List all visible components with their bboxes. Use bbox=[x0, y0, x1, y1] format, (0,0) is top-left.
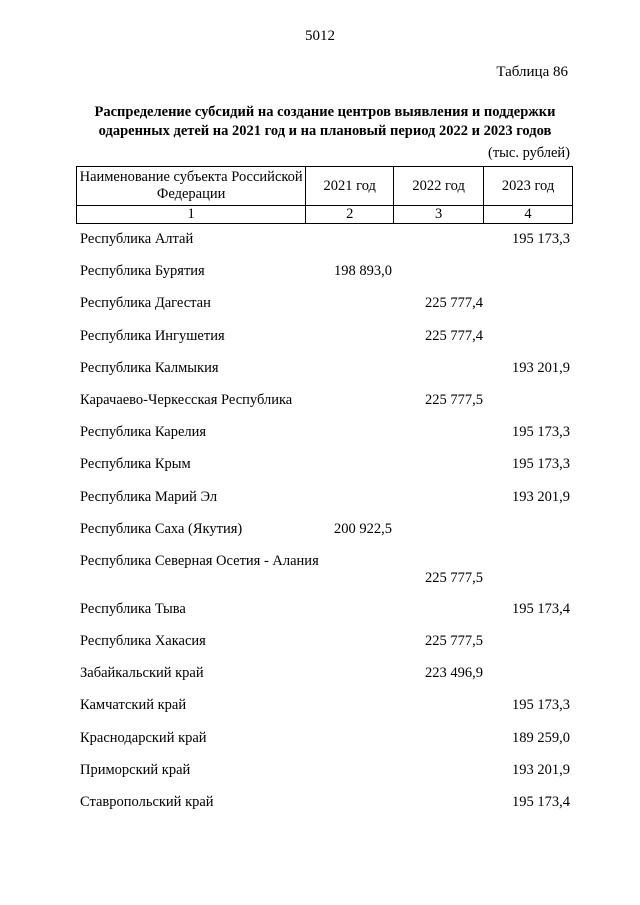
value-2022: 223 496,9 bbox=[425, 665, 483, 682]
value-2021: 198 893,0 bbox=[334, 263, 392, 280]
column-header-2022: 2022 год bbox=[394, 167, 484, 206]
table-title: Распределение субсидий на создание центров выявления и поддержки одаренных детей на 2021 год и на плановый период 2022 и 2023 годов bbox=[94, 104, 556, 139]
value-2023: 193 201,9 bbox=[512, 761, 570, 778]
table-row bbox=[0, 725, 640, 757]
region-name: Республика Северная Осетия - Алания bbox=[80, 552, 319, 569]
region-name: Республика Алтай bbox=[80, 231, 194, 247]
table-row bbox=[0, 516, 640, 548]
table-row bbox=[0, 548, 640, 596]
region-name: Республика Тыва bbox=[80, 600, 186, 617]
value-2023: 193 201,9 bbox=[512, 488, 570, 505]
table-row bbox=[0, 419, 640, 451]
value-2023: 195 173,4 bbox=[512, 794, 570, 810]
table-row bbox=[0, 628, 640, 660]
table-row bbox=[0, 323, 640, 355]
column-number-3: 3 bbox=[394, 206, 484, 224]
region-name: Республика Дагестан bbox=[80, 295, 211, 312]
region-name: Республика Марий Эл bbox=[80, 488, 218, 505]
value-2023: 195 173,3 bbox=[512, 456, 570, 473]
table-row bbox=[0, 355, 640, 387]
page-number: 5012 bbox=[305, 28, 335, 44]
value-2022: 225 777,5 bbox=[425, 633, 483, 650]
column-number-1: 1 bbox=[77, 206, 306, 224]
table-body bbox=[0, 226, 640, 821]
table-row bbox=[0, 484, 640, 516]
table-number: Таблица 86 bbox=[496, 64, 568, 80]
value-2022: 225 777,5 bbox=[425, 569, 483, 586]
table-row bbox=[0, 451, 640, 483]
region-name: Приморский край bbox=[80, 761, 191, 778]
table-row bbox=[0, 660, 640, 692]
column-number-4: 4 bbox=[484, 206, 573, 224]
region-name: Забайкальский край bbox=[80, 665, 204, 682]
table-header bbox=[76, 166, 573, 224]
region-name: Республика Бурятия bbox=[80, 263, 205, 280]
value-2023: 193 201,9 bbox=[512, 359, 570, 376]
value-2022: 225 777,4 bbox=[425, 295, 483, 312]
column-header-region: Наименование субъекта Российской Федерации bbox=[77, 167, 306, 206]
region-name: Ставропольский край bbox=[80, 794, 214, 810]
region-name: Республика Хакасия bbox=[80, 633, 206, 650]
region-name: Республика Карелия bbox=[80, 424, 207, 441]
region-name: Республика Ингушетия bbox=[80, 327, 225, 344]
column-header-2021: 2021 год bbox=[306, 167, 394, 206]
column-header-2023: 2023 год bbox=[484, 167, 573, 206]
region-name: Республика Саха (Якутия) bbox=[80, 520, 243, 537]
table-row bbox=[0, 387, 640, 419]
table-row bbox=[0, 757, 640, 789]
value-2023: 195 173,4 bbox=[512, 600, 570, 617]
region-name: Краснодарский край bbox=[80, 729, 207, 746]
value-2022: 225 777,5 bbox=[425, 391, 483, 408]
table-row bbox=[0, 258, 640, 290]
table-row bbox=[0, 596, 640, 628]
value-2021: 200 922,5 bbox=[334, 520, 392, 537]
region-name: Республика Крым bbox=[80, 456, 191, 473]
value-2022: 225 777,4 bbox=[425, 327, 483, 344]
table-row bbox=[0, 789, 640, 821]
value-2023: 195 173,3 bbox=[512, 697, 570, 714]
value-2023: 189 259,0 bbox=[512, 729, 570, 746]
table-row bbox=[0, 692, 640, 724]
table-row bbox=[0, 226, 640, 258]
table-row bbox=[0, 290, 640, 322]
region-name: Карачаево-Черкесская Республика bbox=[80, 391, 293, 408]
value-2023: 195 173,3 bbox=[512, 424, 570, 441]
region-name: Камчатский край bbox=[80, 697, 187, 714]
value-2023: 195 173,3 bbox=[512, 231, 570, 247]
units-label: (тыс. рублей) bbox=[488, 145, 570, 161]
region-name: Республика Калмыкия bbox=[80, 359, 219, 376]
column-number-2: 2 bbox=[306, 206, 394, 224]
